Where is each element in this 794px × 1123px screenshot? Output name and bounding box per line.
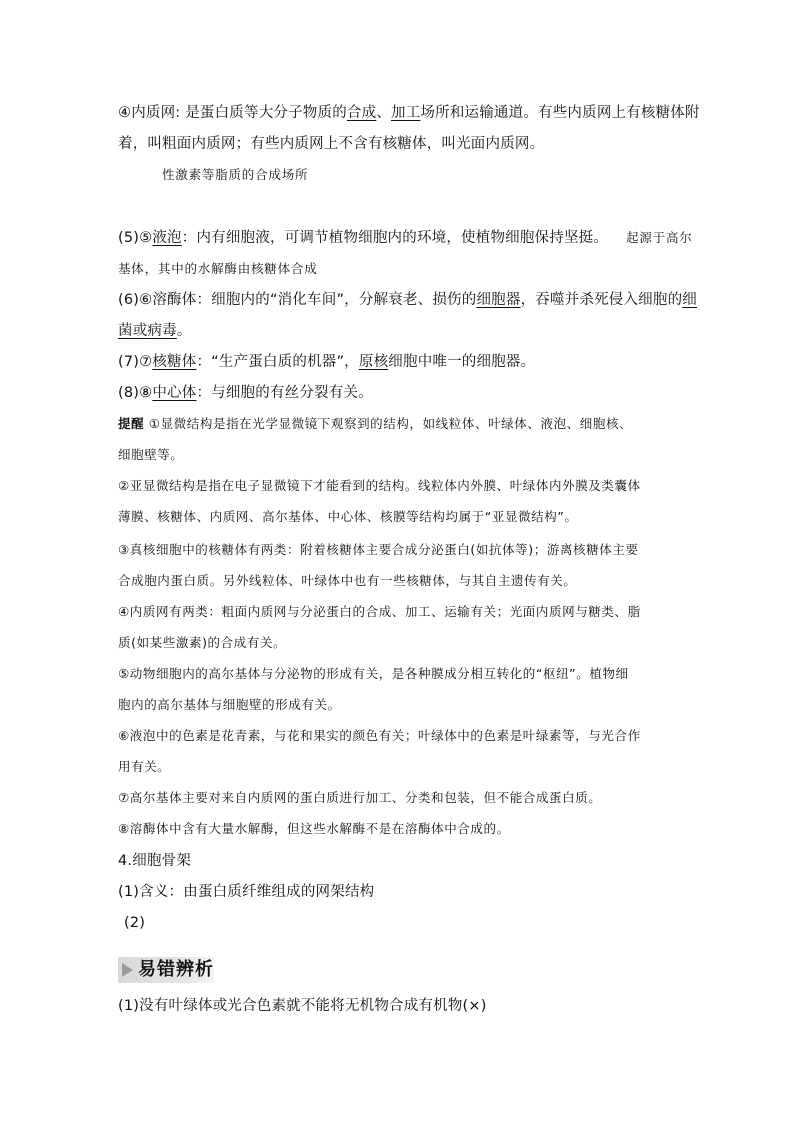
tips-line: ⑦高尔基体主要对来自内质网的蛋白质进行加工、分类和包装，但不能合成蛋白质。 [118,790,602,805]
tips-line: 合成胞内蛋白质。另外线粒体、叶绿体中也有一些核糖体，与其自主遗传有关。 [118,573,577,588]
ribosome-text-c: 细胞中唯一的细胞器。 [388,354,536,370]
ribosome-line [118,352,535,372]
triangle-arrow-icon [122,963,133,977]
centrosome-line [118,383,373,403]
lysosome-line-1 [118,290,697,310]
tips-line: ⑤动物细胞内的高尔基体与分泌物的形成有关，是各种膜成分相互转化的“枢纽”。植物细 [118,666,629,681]
lysosome-text-c: 。 [176,323,192,339]
er-text-b: 、 [376,105,392,121]
tips-line: ③真核细胞中的核糖体有两类：附着核糖体主要合成分泌蛋白(如抗体等)；游离核糖体主要 [118,542,639,557]
tips-line: ④内质网有两类：粗面内质网与分泌蛋白的合成、加工、运输有关；光面内质网与糖类、脂 [118,604,641,619]
centrosome-num: (8)⑧ [118,385,153,401]
tips-line: 薄膜、核糖体、内质网、高尔基体、中心体、核膜等结构均属于“亚显微结构”。 [118,509,578,524]
tips-label: 提醒 [118,416,145,431]
ribosome-term: 核糖体 [152,354,197,370]
lysosome-underline-bacteria-1: 细 [682,292,697,308]
vacuole-term: 液泡 [152,230,182,246]
ribosome-num: (7)⑦ [118,354,153,370]
judgement-item-1: (1)没有叶绿体或光合色素就不能将无机物合成有机物(×) [118,998,487,1014]
vacuole-note-1: 起源于高尔 [626,230,693,245]
cytoskeleton-item-2: (2) [124,915,146,931]
er-line-1 [118,103,700,123]
centrosome-text: ：与细胞的有丝分裂有关。 [196,385,373,401]
lysosome-underline-organelle: 细胞器 [476,292,521,308]
section-header-error-analysis [118,957,214,983]
cytoskeleton-title: 4.细胞骨架 [118,853,192,869]
er-text-a: ④内质网: 是蛋白质等大分子物质的 [118,105,347,121]
centrosome-term: 中心体 [152,385,197,401]
ribosome-underline-prokaryote: 原核 [358,354,389,370]
lysosome-underline-bacteria-2: 菌或病毒 [118,323,177,339]
tips-line: ⑧溶酶体中含有大量水解酶，但这些水解酶不是在溶酶体中合成的。 [118,821,510,836]
lysosome-line-2 [118,321,192,341]
tips-line: 胞内的高尔基体与细胞壁的形成有关。 [118,697,341,712]
tips-line: 用有关。 [118,759,171,774]
tips-line: ②亚显微结构是指在电子显微镜下才能看到的结构。线粒体内外膜、叶绿体内外膜及类囊体 [118,478,641,493]
er-handwritten-note: 性激素等脂质的合成场所 [162,167,309,182]
ribosome-text-b: ：“生产蛋白质的机器”， [196,354,359,370]
vacuole-num: (5)⑤ [118,230,153,246]
er-text-c: 场所和运输通道。有些内质网上有核糖体附 [420,105,700,121]
tips-line: 细胞壁等。 [118,447,184,462]
er-line-2: 着，叫粗面内质网；有些内质网上不含有核糖体，叫光面内质网。 [118,136,545,152]
lysosome-text-a: (6)⑥溶酶体：细胞内的“消化车间”，分解衰老、损伤的 [118,292,477,308]
vacuole-text: ：内有细胞液，可调节植物细胞内的环境，使植物细胞保持坚挺。 [181,230,609,246]
vacuole-note-2: 基体，其中的水解酶由核糖体合成 [118,261,318,276]
tips-line-1-text: ①显微结构是指在光学显微镜下观察到的结构，如线粒体、叶绿体、液泡、细胞核、 [144,416,633,431]
tips-line-1 [118,414,632,434]
tips-line: ⑥液泡中的色素是花青素，与花和果实的颜色有关；叶绿体中的色素是叶绿素等，与光合作 [118,728,641,743]
section-title: 易错辨析 [138,959,214,980]
cytoskeleton-definition: (1)含义：由蛋白质纤维组成的网架结构 [118,884,375,900]
lysosome-text-b: ，吞噬并杀死侵入细胞的 [520,292,683,308]
er-underline-synthesis: 合成 [346,105,377,121]
tips-line: 质(如某些激素)的合成有关。 [118,635,287,650]
er-underline-processing: 加工 [391,105,421,121]
vacuole-line-1 [118,228,693,248]
